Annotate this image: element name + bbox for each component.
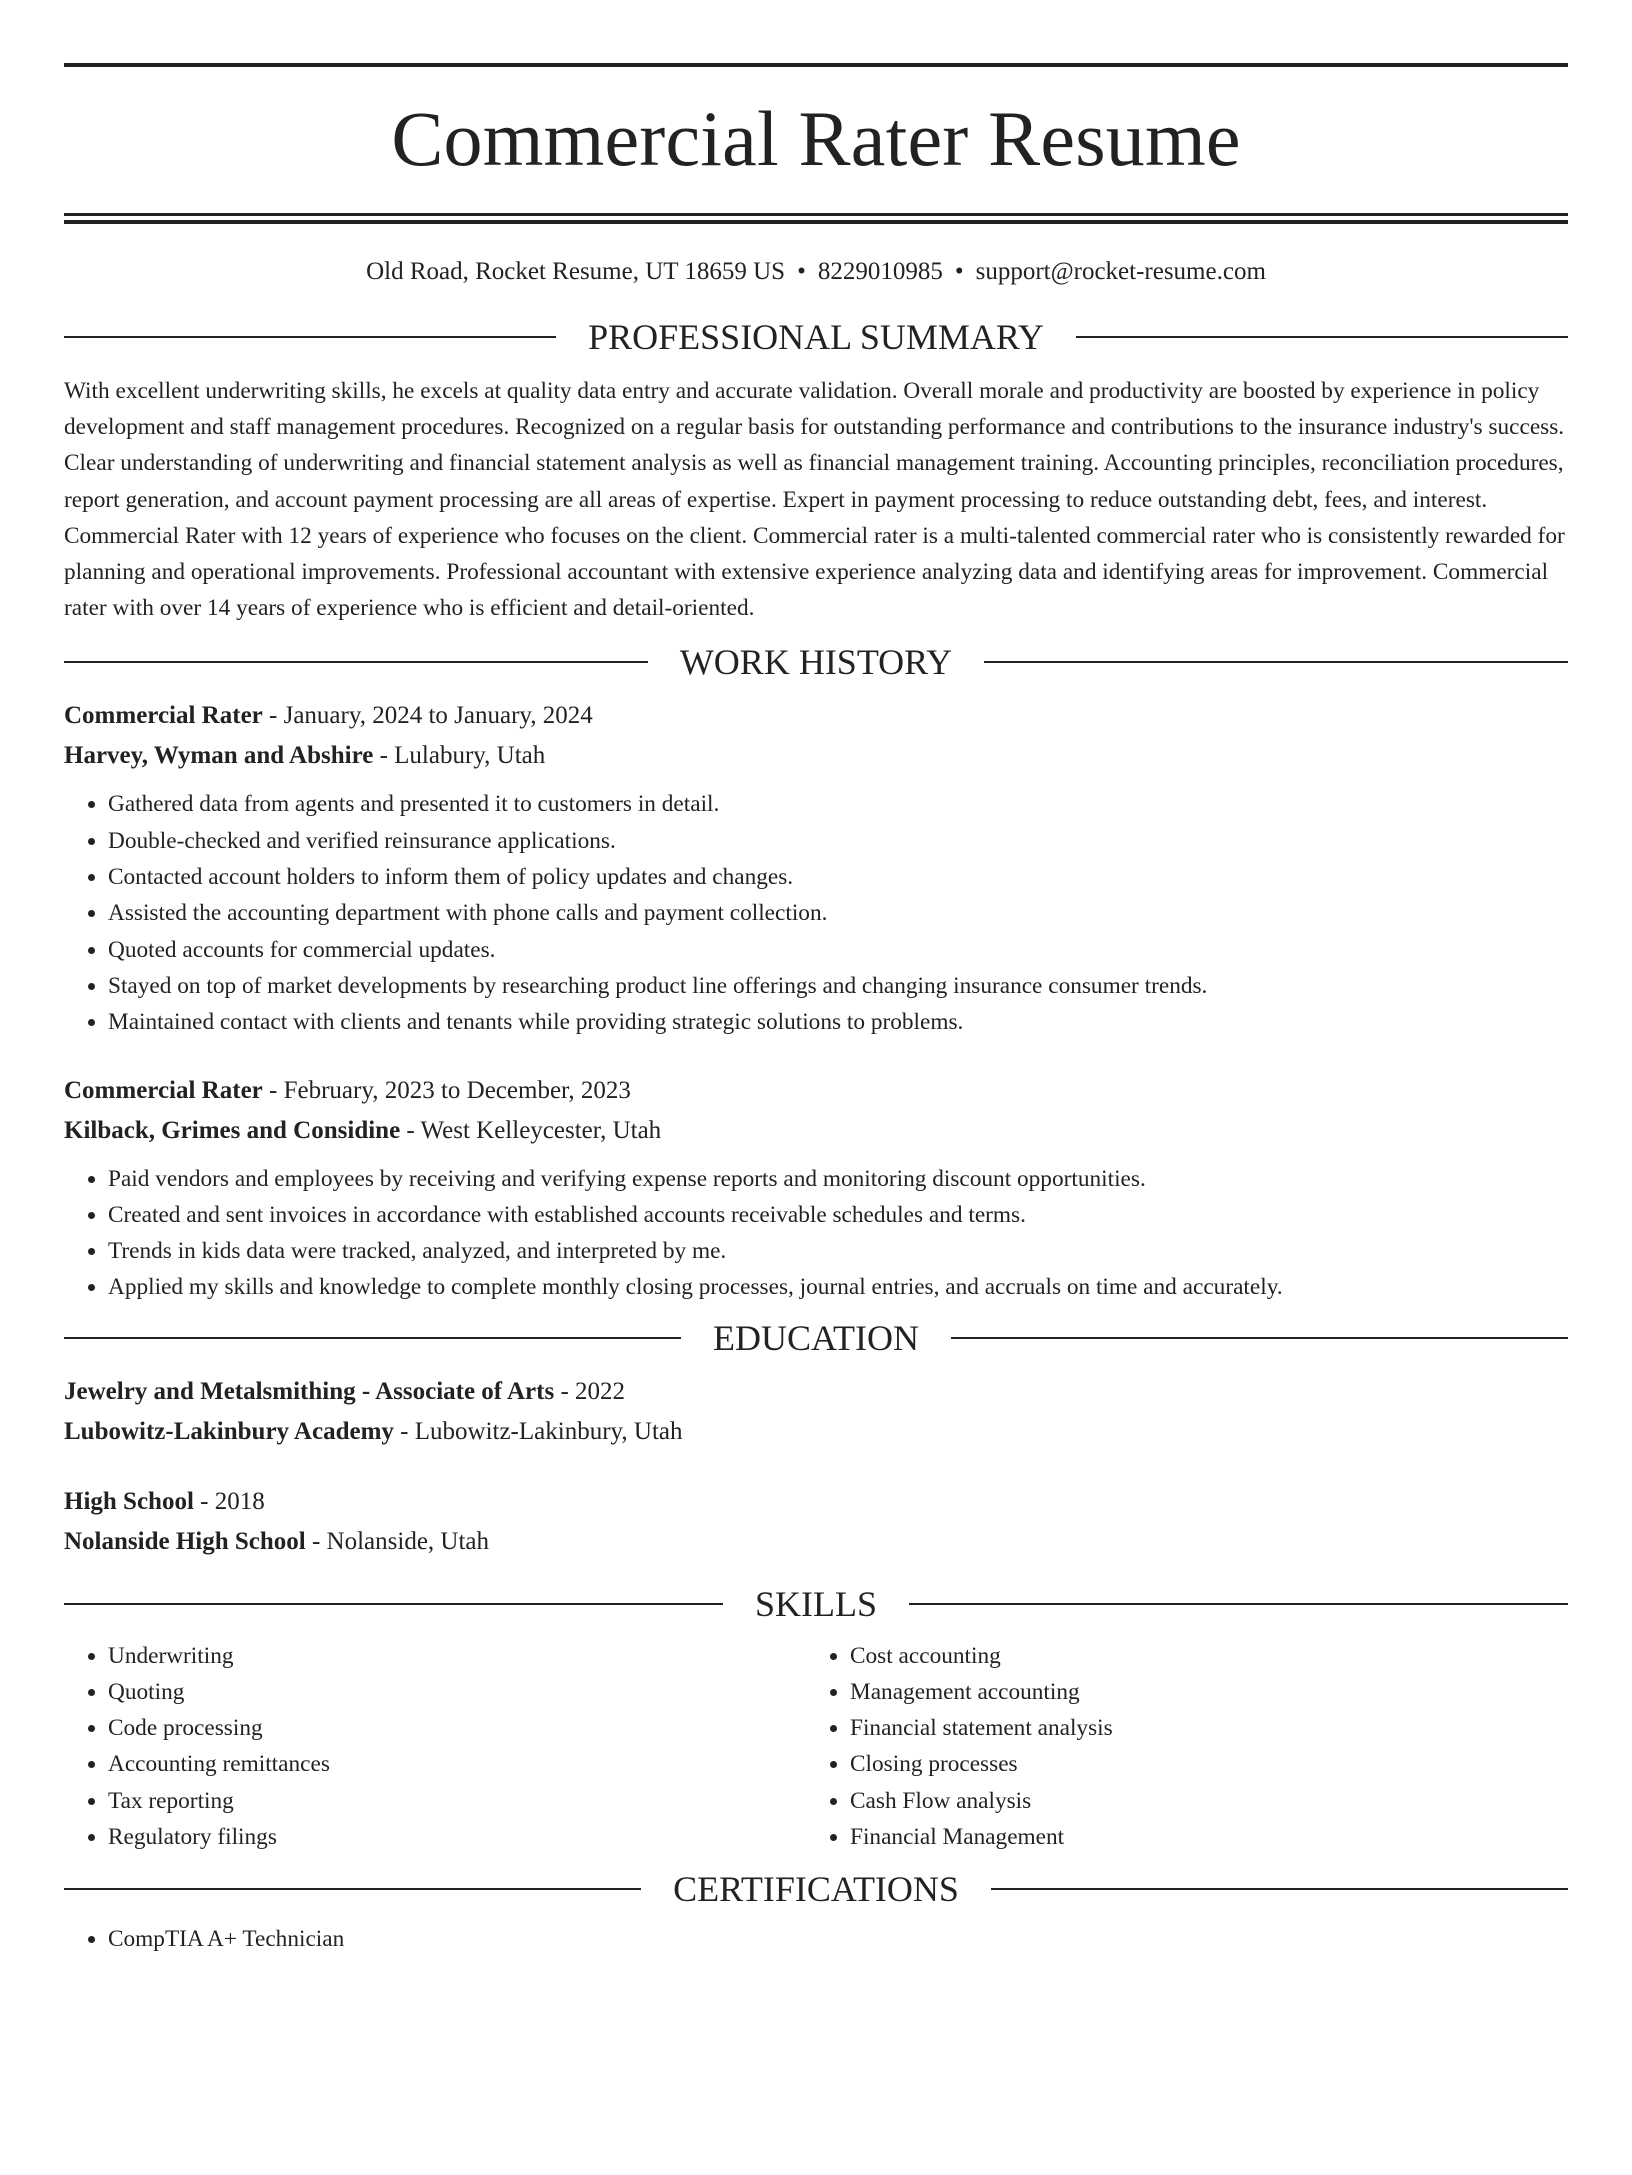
list-item: • Code processing — [108, 1710, 806, 1746]
heading-rule — [951, 1337, 1568, 1339]
heading-rule — [64, 1888, 641, 1890]
top-rule — [64, 63, 1568, 67]
skills-heading-label: SKILLS — [755, 1583, 878, 1624]
education-entry — [64, 1482, 1568, 1562]
list-item: • CompTIA A+ Technician — [108, 1921, 1568, 1957]
list-item: • Stayed on top of market developments by researching product line offerings and changing insurance consumer trends. — [108, 968, 1568, 1004]
list-item: • Regulatory filings — [108, 1819, 806, 1855]
resume-page — [0, 63, 1632, 2175]
education-school: Nolanside High School — [64, 1527, 306, 1555]
job-title: Commercial Rater — [64, 702, 263, 730]
contact-separator: • — [797, 258, 806, 285]
certifications-heading — [64, 1869, 1568, 1909]
skills-list-left — [64, 1638, 806, 1855]
list-item: • Applied my skills and knowledge to complete monthly closing processes, journal entries, and accruals on time and accurately. — [108, 1269, 1568, 1305]
work-history-heading — [64, 642, 1568, 682]
heading-rule — [909, 1603, 1568, 1605]
heading-rule — [1076, 336, 1568, 338]
education-year: - 2022 — [554, 1377, 626, 1405]
list-item: • Gathered data from agents and presented it to customers in detail. — [108, 786, 1568, 822]
job-entry — [64, 696, 1568, 1040]
education-degree: High School — [64, 1487, 194, 1515]
list-item: • Double-checked and verified reinsurance applications. — [108, 823, 1568, 859]
job-dates: - January, 2024 to January, 2024 — [262, 702, 593, 730]
contact-separator: • — [954, 258, 964, 285]
work-history-heading-label: WORK HISTORY — [679, 642, 953, 683]
list-item: • Financial statement analysis — [850, 1710, 1548, 1746]
list-item: • Assisted the accounting department with phone calls and payment collection. — [108, 895, 1568, 931]
education-heading-label: EDUCATION — [713, 1317, 919, 1358]
education-school-line — [64, 1522, 1568, 1562]
skills-heading — [64, 1584, 1568, 1624]
heading-rule — [64, 336, 556, 338]
heading-rule — [984, 661, 1568, 663]
education-heading — [64, 1318, 1568, 1358]
education-degree-line — [64, 1372, 1568, 1412]
education-degree-line — [64, 1482, 1568, 1522]
job-title: Commercial Rater — [64, 1076, 263, 1104]
job-location: - West Kelleycester, Utah — [400, 1116, 662, 1144]
contact-phone: 8229010985 — [817, 258, 943, 285]
job-company-line — [64, 1111, 1568, 1151]
certifications-list — [64, 1921, 1568, 1957]
education-entry — [64, 1372, 1568, 1452]
education-year: - 2018 — [193, 1487, 265, 1515]
list-item: • Underwriting — [108, 1638, 806, 1674]
job-company-line — [64, 736, 1568, 776]
job-location: - Lulabury, Utah — [373, 742, 546, 770]
education-location: - Nolanside, Utah — [305, 1527, 490, 1555]
resume-title: Commercial Rater Resume — [391, 95, 1241, 182]
contact-line — [64, 257, 1568, 287]
list-item: • Contacted account holders to inform them of policy updates and changes. — [108, 859, 1568, 895]
skills-grid — [64, 1638, 1568, 1855]
job-bullets — [64, 1161, 1568, 1306]
list-item: • Created and sent invoices in accordance with established accounts receivable schedules and terms. — [108, 1197, 1568, 1233]
contact-email: support@rocket-resume.com — [975, 258, 1266, 285]
list-item: • Management accounting — [850, 1674, 1548, 1710]
job-company: Kilback, Grimes and Considine — [64, 1116, 401, 1144]
certifications-heading-label: CERTIFICATIONS — [673, 1868, 959, 1909]
title-double-rule — [64, 213, 1568, 224]
job-bullets — [64, 786, 1568, 1040]
list-item: • Maintained contact with clients and tenants while providing strategic solutions to problems. — [108, 1004, 1568, 1040]
list-item: • Cost accounting — [850, 1638, 1548, 1674]
heading-rule — [64, 1337, 681, 1339]
job-title-line — [64, 1071, 1568, 1111]
job-company: Harvey, Wyman and Abshire — [64, 742, 374, 770]
list-item: • Quoted accounts for commercial updates. — [108, 932, 1568, 968]
education-degree: Jewelry and Metalsmithing - Associate of Arts — [64, 1377, 555, 1405]
job-title-line — [64, 696, 1568, 736]
skills-list-right — [806, 1638, 1548, 1855]
list-item: • Paid vendors and employees by receiving and verifying expense reports and monitoring discount opportunities. — [108, 1161, 1568, 1197]
list-item: • Quoting — [108, 1674, 806, 1710]
job-dates: - February, 2023 to December, 2023 — [262, 1076, 631, 1104]
heading-rule — [991, 1888, 1568, 1890]
list-item: • Tax reporting — [108, 1783, 806, 1819]
summary-heading — [64, 317, 1568, 357]
job-entry — [64, 1071, 1568, 1306]
list-item: • Trends in kids data were tracked, analyzed, and interpreted by me. — [108, 1233, 1568, 1269]
heading-rule — [64, 1603, 723, 1605]
list-item: • Financial Management — [850, 1819, 1548, 1855]
education-location: - Lubowitz-Lakinbury, Utah — [393, 1417, 683, 1445]
education-school-line — [64, 1412, 1568, 1452]
education-school: Lubowitz-Lakinbury Academy — [64, 1417, 394, 1445]
list-item: • Closing processes — [850, 1746, 1548, 1782]
contact-address: Old Road, Rocket Resume, UT 18659 US — [366, 258, 786, 285]
list-item: • Cash Flow analysis — [850, 1783, 1548, 1819]
heading-rule — [64, 661, 648, 663]
list-item: • Accounting remittances — [108, 1746, 806, 1782]
summary-text: With excellent underwriting skills, he excels at quality data entry and accurate validation. Overall morale and productivity are boosted by experience in policy development and staff management procedures. Recognized on a regular basis for outstanding performance and contributions to the insurance industry's success. Clear understanding of underwriting and financial statement analysis as well as financial management training. Accounting principles, reconciliation procedures, report generation, and account payment processing are all areas of expertise. Expert in payment processing to reduce outstanding debt, fees, and interest. Commercial Rater with 12 years of experience who focuses on the client. Commercial rater is a multi-talented commercial rater who is consistently rewarded for planning and operational improvements. Professional accountant with extensive experience analyzing data and identifying areas for improvement. Commercial rater with over 14 years of experience who is efficient and detail-oriented. — [64, 378, 1565, 622]
summary-heading-label: PROFESSIONAL SUMMARY — [588, 317, 1044, 357]
